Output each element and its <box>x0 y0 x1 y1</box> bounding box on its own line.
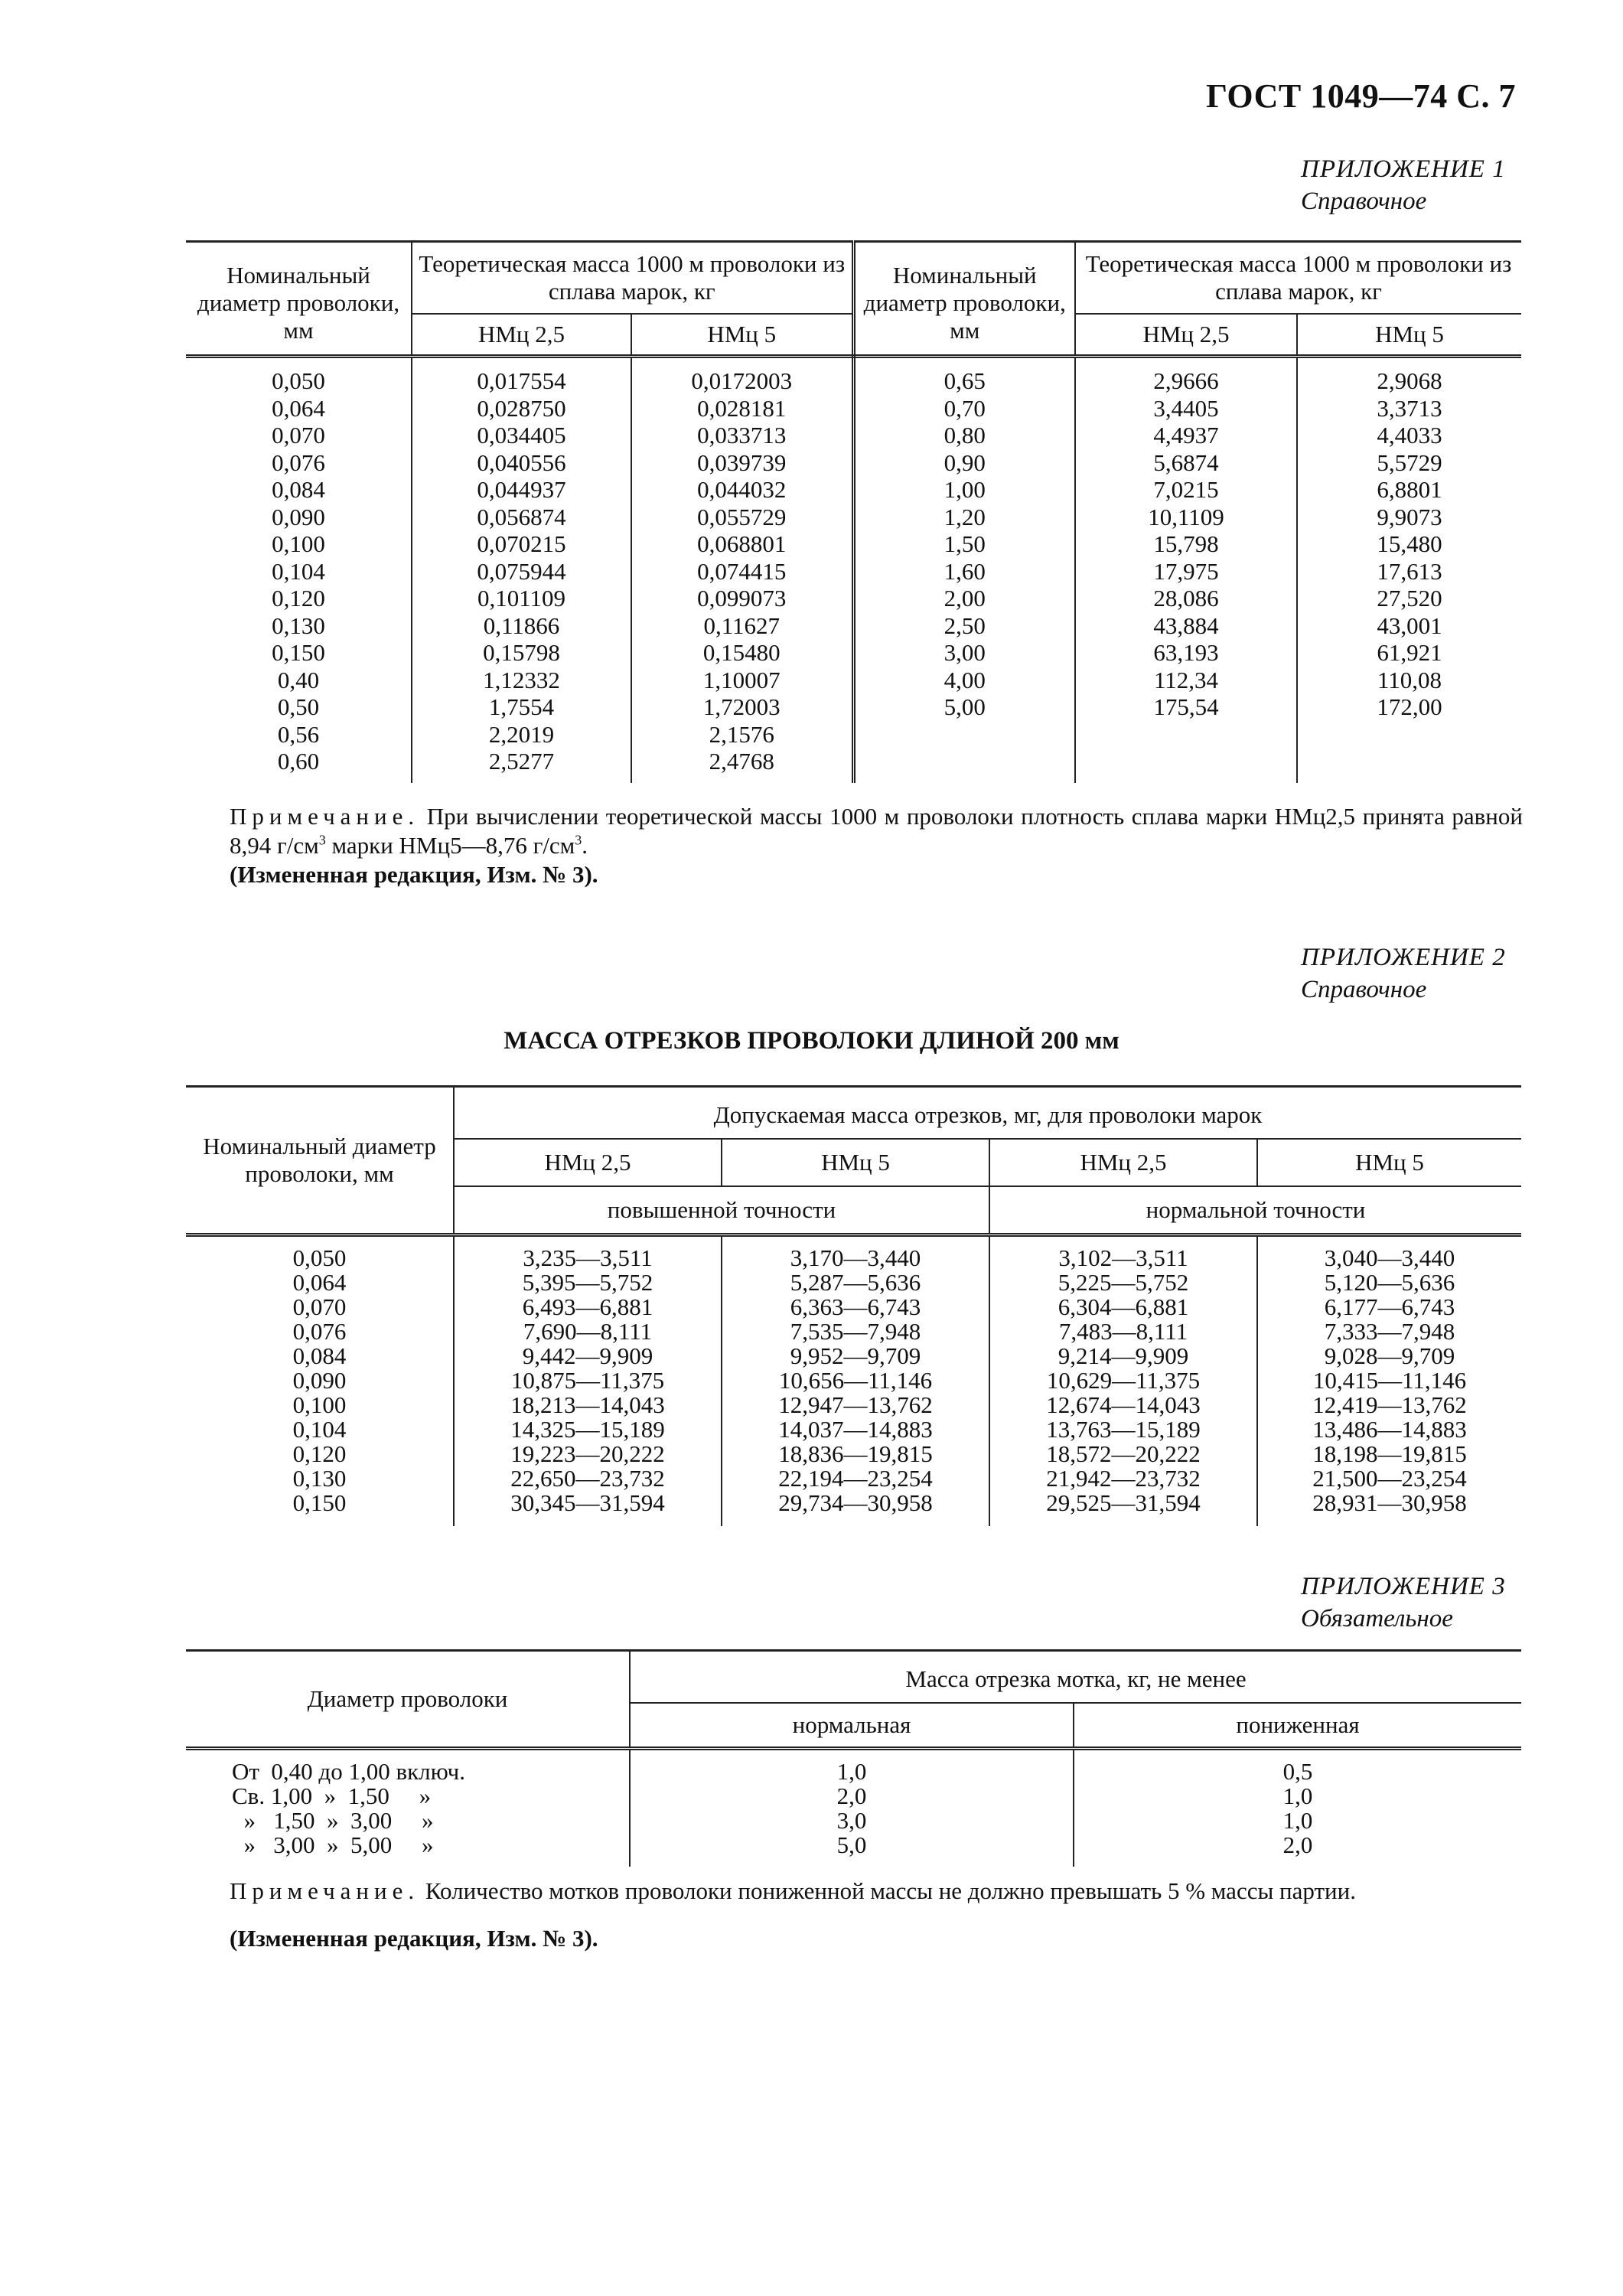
cell-right-b: 15,480 <box>1297 530 1521 558</box>
cell-right-d: 0,80 <box>853 422 1075 449</box>
table-row <box>186 558 1521 585</box>
cell-left-a: 0,040556 <box>412 449 631 477</box>
document-header: ГОСТ 1049—74 С. 7 <box>1205 77 1516 115</box>
cell-mass: 3,0 <box>630 1808 1074 1833</box>
cell-right-d: 0,65 <box>853 357 1075 395</box>
cell-mass-range: 21,500—23,254 <box>1257 1466 1521 1491</box>
cell-mass-range: 3,102—3,511 <box>989 1235 1257 1271</box>
cell-left-a: 0,028750 <box>412 395 631 422</box>
cell-left-d: 0,130 <box>272 612 325 639</box>
cell-left-a: 0,11866 <box>412 612 631 640</box>
cell-mass-range: 9,214—9,909 <box>989 1344 1257 1368</box>
cell-mass-range: 13,763—15,189 <box>989 1417 1257 1442</box>
table-row <box>186 748 1521 783</box>
theoretical-mass-table <box>186 240 1521 783</box>
appendix-3-note <box>230 1877 1523 1953</box>
cell-diameter: 0,076 <box>292 1318 347 1345</box>
table-row <box>186 422 1521 449</box>
cell-right-d: 3,00 <box>853 639 1075 667</box>
table-row <box>186 612 1521 640</box>
cell-left-a: 2,5277 <box>412 748 631 783</box>
col-header-diameter: Диаметр проволоки <box>186 1651 630 1749</box>
cell-left-d: 0,050 <box>272 367 325 394</box>
note-label: Примечание. <box>230 1877 420 1904</box>
cell-right-d: 0,70 <box>853 395 1075 422</box>
cell-left-d: 0,40 <box>277 666 320 693</box>
cell-left-d: 0,100 <box>272 530 325 557</box>
cell-mass-range: 18,836—19,815 <box>722 1442 989 1466</box>
appendix-1-title: ПРИЛОЖЕНИЕ 1 <box>1301 155 1506 183</box>
cell-mass-range: 22,194—23,254 <box>722 1466 989 1491</box>
amended-note-3: (Измененная редакция, Изм. № 3). <box>230 1925 598 1952</box>
cell-diameter-range: От 0,40 до 1,00 включ. <box>232 1758 465 1785</box>
appendix-2-heading <box>1301 941 1506 1006</box>
table-row <box>186 1808 1521 1833</box>
cell-right-b: 4,4033 <box>1297 422 1521 449</box>
cell-mass: 0,5 <box>1074 1749 1521 1785</box>
appendix-3-heading <box>1301 1570 1506 1635</box>
cell-mass: 2,0 <box>630 1784 1074 1808</box>
cell-right-d: 4,00 <box>853 667 1075 694</box>
segment-mass-table <box>186 1085 1521 1526</box>
cell-mass-range: 6,304—6,881 <box>989 1295 1257 1319</box>
cell-right-d: 1,60 <box>853 558 1075 585</box>
cell-mass: 1,0 <box>1074 1808 1521 1833</box>
table-row <box>186 667 1521 694</box>
cell-right-d: 0,90 <box>853 449 1075 477</box>
table-row <box>186 476 1521 504</box>
cell-right-a <box>1075 748 1297 783</box>
cell-mass-range: 10,656—11,146 <box>722 1368 989 1393</box>
cell-left-a: 0,056874 <box>412 504 631 531</box>
cell-mass-range: 6,493—6,881 <box>454 1295 722 1319</box>
note-sup-1: 3 <box>318 832 326 848</box>
cell-mass-range: 10,875—11,375 <box>454 1368 722 1393</box>
section-title: МАССА ОТРЕЗКОВ ПРОВОЛОКИ ДЛИНОЙ 200 мм <box>504 1027 1119 1055</box>
table-row <box>186 1417 1521 1442</box>
cell-right-b: 172,00 <box>1297 693 1521 721</box>
cell-right-b: 61,921 <box>1297 639 1521 667</box>
coil-mass-table <box>186 1649 1521 1867</box>
note-text-2: марки НМц5—8,76 г/см <box>325 832 575 859</box>
cell-left-b: 0,15480 <box>631 639 853 667</box>
cell-left-a: 0,017554 <box>412 357 631 395</box>
appendix-2-status: Справочное <box>1301 976 1427 1003</box>
cell-left-d: 0,064 <box>272 394 325 422</box>
col-header-grade-0: НМц 2,5 <box>454 1139 722 1186</box>
cell-mass-range: 18,572—20,222 <box>989 1442 1257 1466</box>
table-row <box>186 1319 1521 1344</box>
cell-left-d: 0,070 <box>272 422 325 448</box>
cell-left-b: 0,099073 <box>631 585 853 612</box>
appendix-1-heading <box>1301 153 1506 217</box>
table-row <box>186 1235 1521 1271</box>
cell-left-d: 0,150 <box>272 639 325 666</box>
note-text-1: При вычислении теоретической массы 1000 м проволоки плотность сплава марки НМц2,5 принята равной 8,94 г/см <box>230 803 1523 859</box>
cell-right-a: 5,6874 <box>1075 449 1297 477</box>
table-row <box>186 1295 1521 1319</box>
cell-right-b: 5,5729 <box>1297 449 1521 477</box>
cell-left-a: 0,101109 <box>412 585 631 612</box>
cell-mass-range: 7,690—8,111 <box>454 1319 722 1344</box>
cell-right-b: 3,3713 <box>1297 395 1521 422</box>
cell-right-d: 1,20 <box>853 504 1075 531</box>
note-sup-2: 3 <box>575 832 582 848</box>
col-header-diameter-right: Номинальный диаметр проволоки, мм <box>853 242 1075 357</box>
cell-left-d: 0,120 <box>272 585 325 612</box>
note-end: . <box>582 832 588 859</box>
cell-left-a: 2,2019 <box>412 721 631 748</box>
cell-diameter: 0,120 <box>292 1440 347 1467</box>
table-row <box>186 1368 1521 1393</box>
cell-mass-range: 29,525—31,594 <box>989 1491 1257 1526</box>
cell-diameter-range: Св. 1,00 » 1,50 » <box>232 1782 432 1809</box>
cell-left-d: 0,084 <box>272 476 325 503</box>
cell-mass-range: 5,395—5,752 <box>454 1270 722 1295</box>
cell-right-a: 2,9666 <box>1075 357 1297 395</box>
cell-right-a: 3,4405 <box>1075 395 1297 422</box>
cell-right-a: 7,0215 <box>1075 476 1297 504</box>
table-row <box>186 1784 1521 1808</box>
cell-diameter: 0,064 <box>292 1269 347 1296</box>
cell-right-d: 2,00 <box>853 585 1075 612</box>
cell-mass-range: 10,629—11,375 <box>989 1368 1257 1393</box>
cell-mass-range: 18,213—14,043 <box>454 1393 722 1417</box>
cell-left-a: 0,075944 <box>412 558 631 585</box>
cell-left-b: 2,1576 <box>631 721 853 748</box>
cell-right-b <box>1297 721 1521 748</box>
cell-left-a: 1,12332 <box>412 667 631 694</box>
cell-left-a: 0,15798 <box>412 639 631 667</box>
table-row <box>186 1491 1521 1526</box>
col-header-reduced: пониженная <box>1074 1703 1521 1749</box>
table-row <box>186 357 1521 395</box>
table-row <box>186 1344 1521 1368</box>
cell-diameter: 0,090 <box>292 1367 347 1394</box>
cell-left-d: 0,50 <box>277 693 320 720</box>
cell-mass-range: 5,287—5,636 <box>722 1270 989 1295</box>
cell-mass-range: 29,734—30,958 <box>722 1491 989 1526</box>
cell-mass-range: 28,931—30,958 <box>1257 1491 1521 1526</box>
cell-mass: 5,0 <box>630 1833 1074 1867</box>
table-row <box>186 395 1521 422</box>
cell-right-b: 43,001 <box>1297 612 1521 640</box>
cell-left-b: 2,4768 <box>631 748 853 783</box>
cell-mass-range: 12,947—13,762 <box>722 1393 989 1417</box>
appendix-1-status: Справочное <box>1301 188 1427 215</box>
cell-right-b: 17,613 <box>1297 558 1521 585</box>
cell-mass-range: 9,442—9,909 <box>454 1344 722 1368</box>
cell-mass-range: 21,942—23,732 <box>989 1466 1257 1491</box>
cell-left-a: 0,070215 <box>412 530 631 558</box>
cell-right-b: 6,8801 <box>1297 476 1521 504</box>
cell-diameter: 0,130 <box>292 1465 347 1492</box>
cell-left-b: 0,074415 <box>631 558 853 585</box>
cell-mass-range: 18,198—19,815 <box>1257 1442 1521 1466</box>
cell-right-a: 112,34 <box>1075 667 1297 694</box>
table-row <box>186 530 1521 558</box>
appendix-3-status: Обязательное <box>1301 1605 1453 1632</box>
col-header-mass: Масса отрезка мотка, кг, не менее <box>630 1651 1521 1704</box>
col-header-mass-right: Теоретическая масса 1000 м проволоки из сплава марок, кг <box>1075 242 1521 315</box>
cell-right-a: 15,798 <box>1075 530 1297 558</box>
cell-mass-range: 5,120—5,636 <box>1257 1270 1521 1295</box>
cell-mass-range: 14,037—14,883 <box>722 1417 989 1442</box>
table-row <box>186 1749 1521 1785</box>
table-row <box>186 639 1521 667</box>
table-row <box>186 585 1521 612</box>
cell-right-d <box>853 748 1075 783</box>
cell-mass-range: 6,363—6,743 <box>722 1295 989 1319</box>
cell-left-d: 0,090 <box>272 503 325 530</box>
col-header-diameter: Номинальный диаметр проволоки, мм <box>186 1087 454 1235</box>
col-header-grade-a-right: НМц 2,5 <box>1075 314 1297 357</box>
cell-mass: 1,0 <box>630 1749 1074 1785</box>
col-header-accuracy-high: повышенной точности <box>454 1186 989 1235</box>
amended-note-1: (Измененная редакция, Изм. № 3). <box>230 861 598 888</box>
cell-right-a: 28,086 <box>1075 585 1297 612</box>
cell-mass-range: 10,415—11,146 <box>1257 1368 1521 1393</box>
cell-mass: 1,0 <box>1074 1784 1521 1808</box>
cell-left-b: 0,055729 <box>631 504 853 531</box>
cell-left-d: 0,60 <box>277 748 320 775</box>
table-row <box>186 1466 1521 1491</box>
cell-right-b: 110,08 <box>1297 667 1521 694</box>
cell-mass-range: 7,535—7,948 <box>722 1319 989 1344</box>
col-header-diameter-left: Номинальный диаметр проволоки, мм <box>186 242 412 357</box>
cell-left-a: 0,034405 <box>412 422 631 449</box>
cell-right-b: 9,9073 <box>1297 504 1521 531</box>
cell-mass-range: 12,674—14,043 <box>989 1393 1257 1417</box>
cell-diameter: 0,100 <box>292 1391 347 1418</box>
cell-right-a: 17,975 <box>1075 558 1297 585</box>
cell-right-b: 2,9068 <box>1297 357 1521 395</box>
cell-mass-range: 30,345—31,594 <box>454 1491 722 1526</box>
cell-mass-range: 9,028—9,709 <box>1257 1344 1521 1368</box>
cell-mass-range: 19,223—20,222 <box>454 1442 722 1466</box>
cell-right-b <box>1297 748 1521 783</box>
cell-left-a: 1,7554 <box>412 693 631 721</box>
cell-left-b: 0,0172003 <box>631 357 853 395</box>
cell-mass-range: 6,177—6,743 <box>1257 1295 1521 1319</box>
cell-left-d: 0,104 <box>272 557 325 585</box>
cell-left-b: 1,72003 <box>631 693 853 721</box>
cell-diameter: 0,150 <box>292 1489 347 1516</box>
col-header-grade-2: НМц 2,5 <box>989 1139 1257 1186</box>
cell-right-d: 2,50 <box>853 612 1075 640</box>
cell-diameter: 0,050 <box>292 1244 347 1271</box>
cell-mass-range: 7,483—8,111 <box>989 1319 1257 1344</box>
cell-right-d: 5,00 <box>853 693 1075 721</box>
cell-left-b: 0,028181 <box>631 395 853 422</box>
col-header-grade-a-left: НМц 2,5 <box>412 314 631 357</box>
cell-right-a: 63,193 <box>1075 639 1297 667</box>
cell-right-a: 43,884 <box>1075 612 1297 640</box>
cell-diameter: 0,104 <box>292 1416 347 1443</box>
cell-mass: 2,0 <box>1074 1833 1521 1867</box>
appendix-2-title: ПРИЛОЖЕНИЕ 2 <box>1301 944 1506 971</box>
cell-left-b: 0,033713 <box>631 422 853 449</box>
col-header-normal: нормальная <box>630 1703 1074 1749</box>
cell-mass-range: 12,419—13,762 <box>1257 1393 1521 1417</box>
cell-left-b: 0,068801 <box>631 530 853 558</box>
cell-mass-range: 7,333—7,948 <box>1257 1319 1521 1344</box>
cell-diameter: 0,084 <box>292 1342 347 1369</box>
cell-mass-range: 3,235—3,511 <box>454 1235 722 1271</box>
col-header-grade-1: НМц 5 <box>722 1139 989 1186</box>
table-row <box>186 449 1521 477</box>
cell-left-b: 1,10007 <box>631 667 853 694</box>
table-row <box>186 721 1521 748</box>
cell-left-b: 0,11627 <box>631 612 853 640</box>
appendix-3-title: ПРИЛОЖЕНИЕ 3 <box>1301 1573 1506 1600</box>
cell-mass-range: 5,225—5,752 <box>989 1270 1257 1295</box>
cell-right-a <box>1075 721 1297 748</box>
cell-left-b: 0,039739 <box>631 449 853 477</box>
col-header-accuracy-normal: нормальной точности <box>989 1186 1521 1235</box>
cell-diameter-range: » 3,00 » 5,00 » <box>232 1831 434 1858</box>
cell-diameter: 0,070 <box>292 1293 347 1320</box>
note-label: Примечание. <box>230 803 420 830</box>
table-row <box>186 1833 1521 1867</box>
col-header-mass: Допускаемая масса отрезков, мг, для проволоки марок <box>454 1087 1521 1140</box>
cell-right-d <box>853 721 1075 748</box>
cell-mass-range: 9,952—9,709 <box>722 1344 989 1368</box>
table-row <box>186 693 1521 721</box>
cell-right-b: 27,520 <box>1297 585 1521 612</box>
cell-left-d: 0,56 <box>277 720 320 748</box>
table-row <box>186 504 1521 531</box>
cell-mass-range: 3,040—3,440 <box>1257 1235 1521 1271</box>
cell-left-d: 0,076 <box>272 448 325 476</box>
col-header-grade-3: НМц 5 <box>1257 1139 1521 1186</box>
col-header-mass-left: Теоретическая масса 1000 м проволоки из сплава марок, кг <box>412 242 853 315</box>
cell-left-b: 0,044032 <box>631 476 853 504</box>
cell-right-a: 10,1109 <box>1075 504 1297 531</box>
table-row <box>186 1442 1521 1466</box>
note-text: Количество мотков проволоки пониженной массы не должно превышать 5 % массы партии. <box>419 1877 1356 1904</box>
cell-diameter-range: » 1,50 » 3,00 » <box>232 1807 434 1834</box>
table-row <box>186 1270 1521 1295</box>
cell-left-a: 0,044937 <box>412 476 631 504</box>
cell-mass-range: 14,325—15,189 <box>454 1417 722 1442</box>
appendix-1-note <box>230 802 1523 889</box>
col-header-grade-b-right: НМц 5 <box>1297 314 1521 357</box>
cell-mass-range: 13,486—14,883 <box>1257 1417 1521 1442</box>
cell-mass-range: 22,650—23,732 <box>454 1466 722 1491</box>
cell-right-a: 175,54 <box>1075 693 1297 721</box>
col-header-grade-b-left: НМц 5 <box>631 314 853 357</box>
cell-mass-range: 3,170—3,440 <box>722 1235 989 1271</box>
cell-right-a: 4,4937 <box>1075 422 1297 449</box>
table-row <box>186 1393 1521 1417</box>
cell-right-d: 1,00 <box>853 476 1075 504</box>
cell-right-d: 1,50 <box>853 530 1075 558</box>
